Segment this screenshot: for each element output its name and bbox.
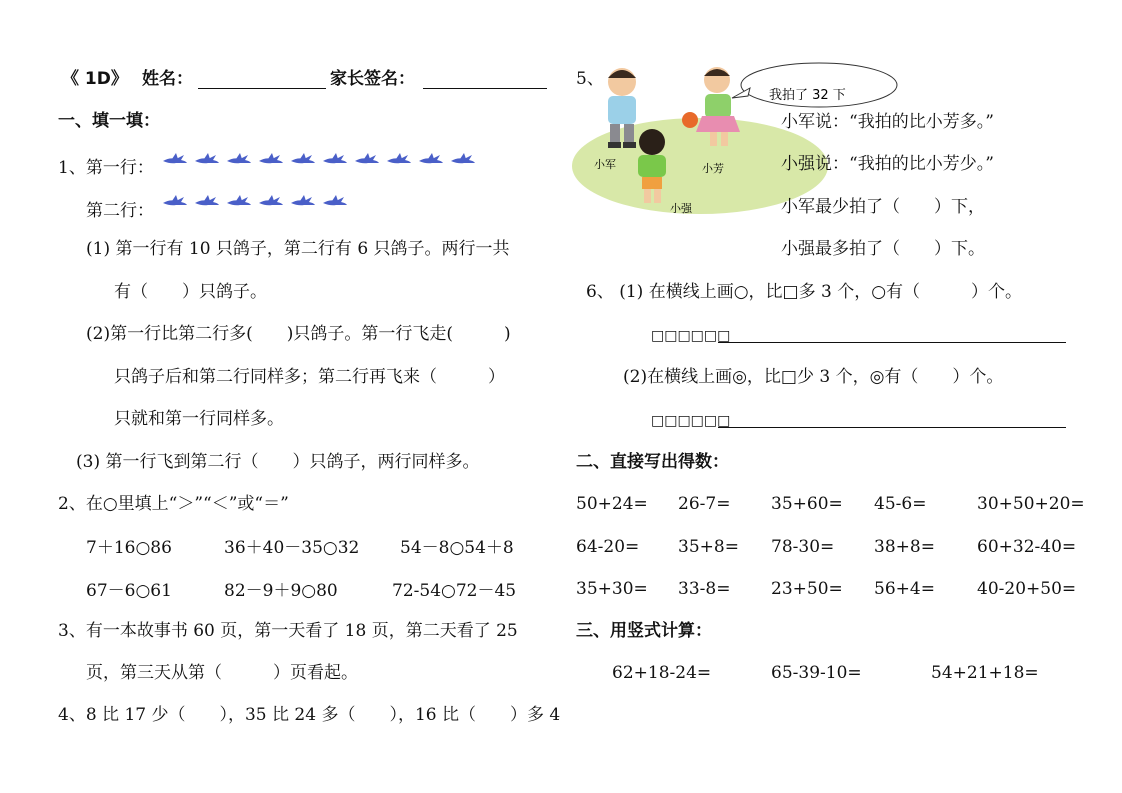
q3-line2: 页，第三天从第（ ）页看起。 [86,663,358,683]
pigeon-icon [226,151,252,170]
pigeon-row-1 [162,151,476,170]
q6-part1: 6、 (1) 在横线上画○，比□多 3 个，○有（ ）个。 [586,282,1023,302]
calc-item: 50+24= [576,494,648,514]
pigeon-icon [226,193,252,212]
children-ball-illustration [572,58,902,214]
q6-answer-line-1[interactable] [718,342,1066,343]
pigeon-icon [194,193,220,212]
pigeon-icon [450,151,476,170]
vertical-calc-item: 54+21+18= [931,663,1039,683]
q2-item: 54－8○54＋8 [400,538,514,558]
child-name: 小强 [670,202,692,214]
q1-row1-label: 1、第一行： [58,158,154,178]
q2-item: 36＋40－35○32 [224,538,360,558]
calc-item: 78-30= [771,537,835,557]
q1-part2-line3: 只就和第一行同样多。 [114,409,284,429]
q1-row2-label: 第二行： [86,201,154,221]
q2-title: 2、在○里填上“＞”“＜”或“＝” [58,494,289,514]
q1-part1-line1: (1) 第一行有 10 只鸽子，第二行有 6 只鸽子。两行一共 [86,239,510,259]
calc-item: 35+8= [678,537,739,557]
section-2-title: 二、直接写出得数： [576,452,729,472]
q5-number: 5、 [576,69,604,89]
pigeon-icon [290,193,316,212]
calc-item: 56+4= [874,579,935,599]
pigeon-icon [354,151,380,170]
q3-line1: 3、有一本故事书 60 页，第一天看了 18 页，第二天看了 25 [58,621,518,641]
calc-item: 38+8= [874,537,935,557]
q2-item: 67－6○61 [86,581,172,601]
pigeon-icon [258,193,284,212]
calc-item: 60+32-40= [977,537,1077,557]
q2-item: 82－9＋9○80 [224,581,338,601]
pigeon-row-2 [162,193,348,212]
calc-item: 30+50+20= [977,494,1085,514]
calc-item: 33-8= [678,579,731,599]
calc-item: 35+30= [576,579,648,599]
name-label: 姓名： [142,69,193,89]
vertical-calc-item: 65-39-10= [771,663,862,683]
calc-item: 40-20+50= [977,579,1077,599]
pigeon-icon [162,193,188,212]
q6-squares-1: □□□□□□ [651,328,731,344]
pigeon-icon [194,151,220,170]
section-3-title: 三、用竖式计算： [576,621,712,641]
calc-item: 26-7= [678,494,731,514]
q5-line1: 小军说：“我拍的比小芳多。” [781,112,994,132]
q6-answer-line-2[interactable] [718,427,1066,428]
q1-part2-line1: (2)第一行比第二行多( )只鸽子。第一行飞走( ) [86,324,511,344]
pigeon-icon [386,151,412,170]
q6-squares-2: □□□□□□ [651,413,731,429]
name-field[interactable] [198,88,326,89]
speech-bubble-text: 我拍了 32 下 [769,88,846,103]
q1-part1-line2: 有（ ）只鸽子。 [114,282,267,302]
parent-sign-label: 家长签名： [330,69,415,89]
q5-line3: 小军最少拍了（ ）下， [781,197,985,217]
paper-code: 《 1D》 [62,69,128,89]
pigeon-icon [322,193,348,212]
q6-part2: (2)在横线上画◎，比□少 3 个，◎有（ ）个。 [623,367,1004,387]
calc-item: 23+50= [771,579,843,599]
pigeon-icon [258,151,284,170]
vertical-calc-item: 62+18-24= [612,663,712,683]
q4: 4、8 比 17 少（ ），35 比 24 多（ ），16 比（ ）多 4 [58,705,561,725]
child-name: 小军 [594,158,616,171]
pigeon-icon [162,151,188,170]
parent-sign-field[interactable] [423,88,547,89]
child-name: 小芳 [702,162,724,175]
pigeon-icon [322,151,348,170]
q1-part3: (3) 第一行飞到第二行（ ）只鸽子，两行同样多。 [76,452,480,472]
q1-part2-line2: 只鸽子后和第二行同样多；第二行再飞来（ ） [114,367,505,387]
q5-line4: 小强最多拍了（ ）下。 [781,239,985,259]
section-1-title: 一、填一填： [58,111,160,131]
pigeon-icon [290,151,316,170]
q2-item: 72-54○72－45 [392,581,517,601]
calc-item: 35+60= [771,494,843,514]
q2-item: 7＋16○86 [86,538,172,558]
calc-item: 64-20= [576,537,640,557]
pigeon-icon [418,151,444,170]
q5-line2: 小强说：“我拍的比小芳少。” [781,154,994,174]
calc-item: 45-6= [874,494,927,514]
